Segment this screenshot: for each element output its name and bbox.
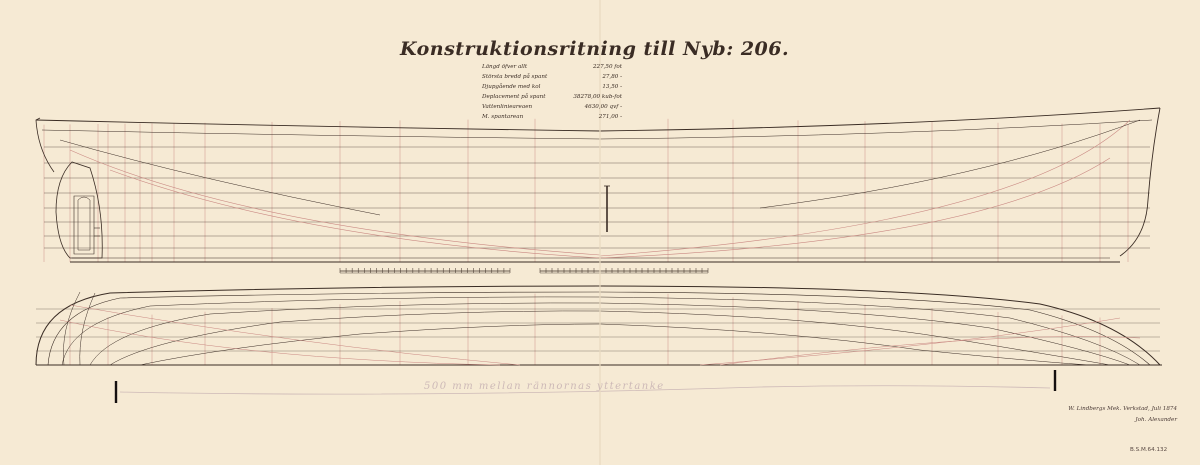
- signature-line: W. Lindbergs Mek. Verkstad, Juli 1874: [1068, 406, 1177, 412]
- spec-value: 38278,00 kub-fot: [573, 94, 622, 100]
- propeller-aperture: [78, 197, 90, 250]
- spec-label: M. spantarean: [482, 114, 524, 120]
- sternpost-frame: [74, 196, 94, 254]
- spec-label: Deplacement på spant: [482, 94, 546, 100]
- spec-label: Största bredd på spant: [482, 74, 548, 80]
- spec-row: [482, 112, 622, 122]
- specifications-table: [482, 62, 622, 122]
- buttock-line: [70, 150, 600, 255]
- spec-value: 271,00 -: [598, 114, 622, 120]
- halfbreadth-diagonal: [60, 320, 500, 365]
- spec-value: 4630,00 qvf -: [584, 104, 622, 110]
- halfbreadth-diagonal: [700, 318, 1120, 365]
- spec-row: [482, 102, 622, 112]
- rudder-outline: [56, 162, 102, 258]
- halfbreadth-waterline: [90, 303, 1130, 365]
- spec-row: [482, 82, 622, 92]
- drawing-title: Konstruktionsritning till Nyb: 206.: [400, 38, 790, 60]
- spec-value: 27,80 -: [602, 74, 622, 80]
- buttock-line: [110, 170, 600, 258]
- pencil-annotation: 500 mm mellan rännornas yttertanke: [424, 381, 665, 392]
- halfbreadth-waterline: [110, 311, 1110, 365]
- stem-contour: [36, 118, 54, 172]
- spec-label: Vattenlinieareaen: [482, 104, 533, 110]
- halfbreadth-waterline: [140, 324, 1090, 365]
- spec-value: 13,50 -: [602, 84, 622, 90]
- signature-line: Joh. Alexander: [1135, 417, 1177, 423]
- spec-value: 227,50 fot: [592, 64, 622, 70]
- deck-line: [42, 120, 1152, 139]
- spec-label: Längd öfver allt: [482, 64, 528, 70]
- spec-row: [482, 72, 622, 82]
- signature-block: [1052, 404, 1177, 426]
- stern-contour: [1120, 108, 1160, 256]
- bow-frame-curve: [63, 292, 80, 365]
- spec-row: [482, 62, 622, 72]
- spec-label: Djupgående med kol: [482, 84, 541, 90]
- diagonal-line: [760, 120, 1140, 208]
- spec-row: [482, 92, 622, 102]
- catalog-number: B.S.M.64.132: [1130, 447, 1168, 453]
